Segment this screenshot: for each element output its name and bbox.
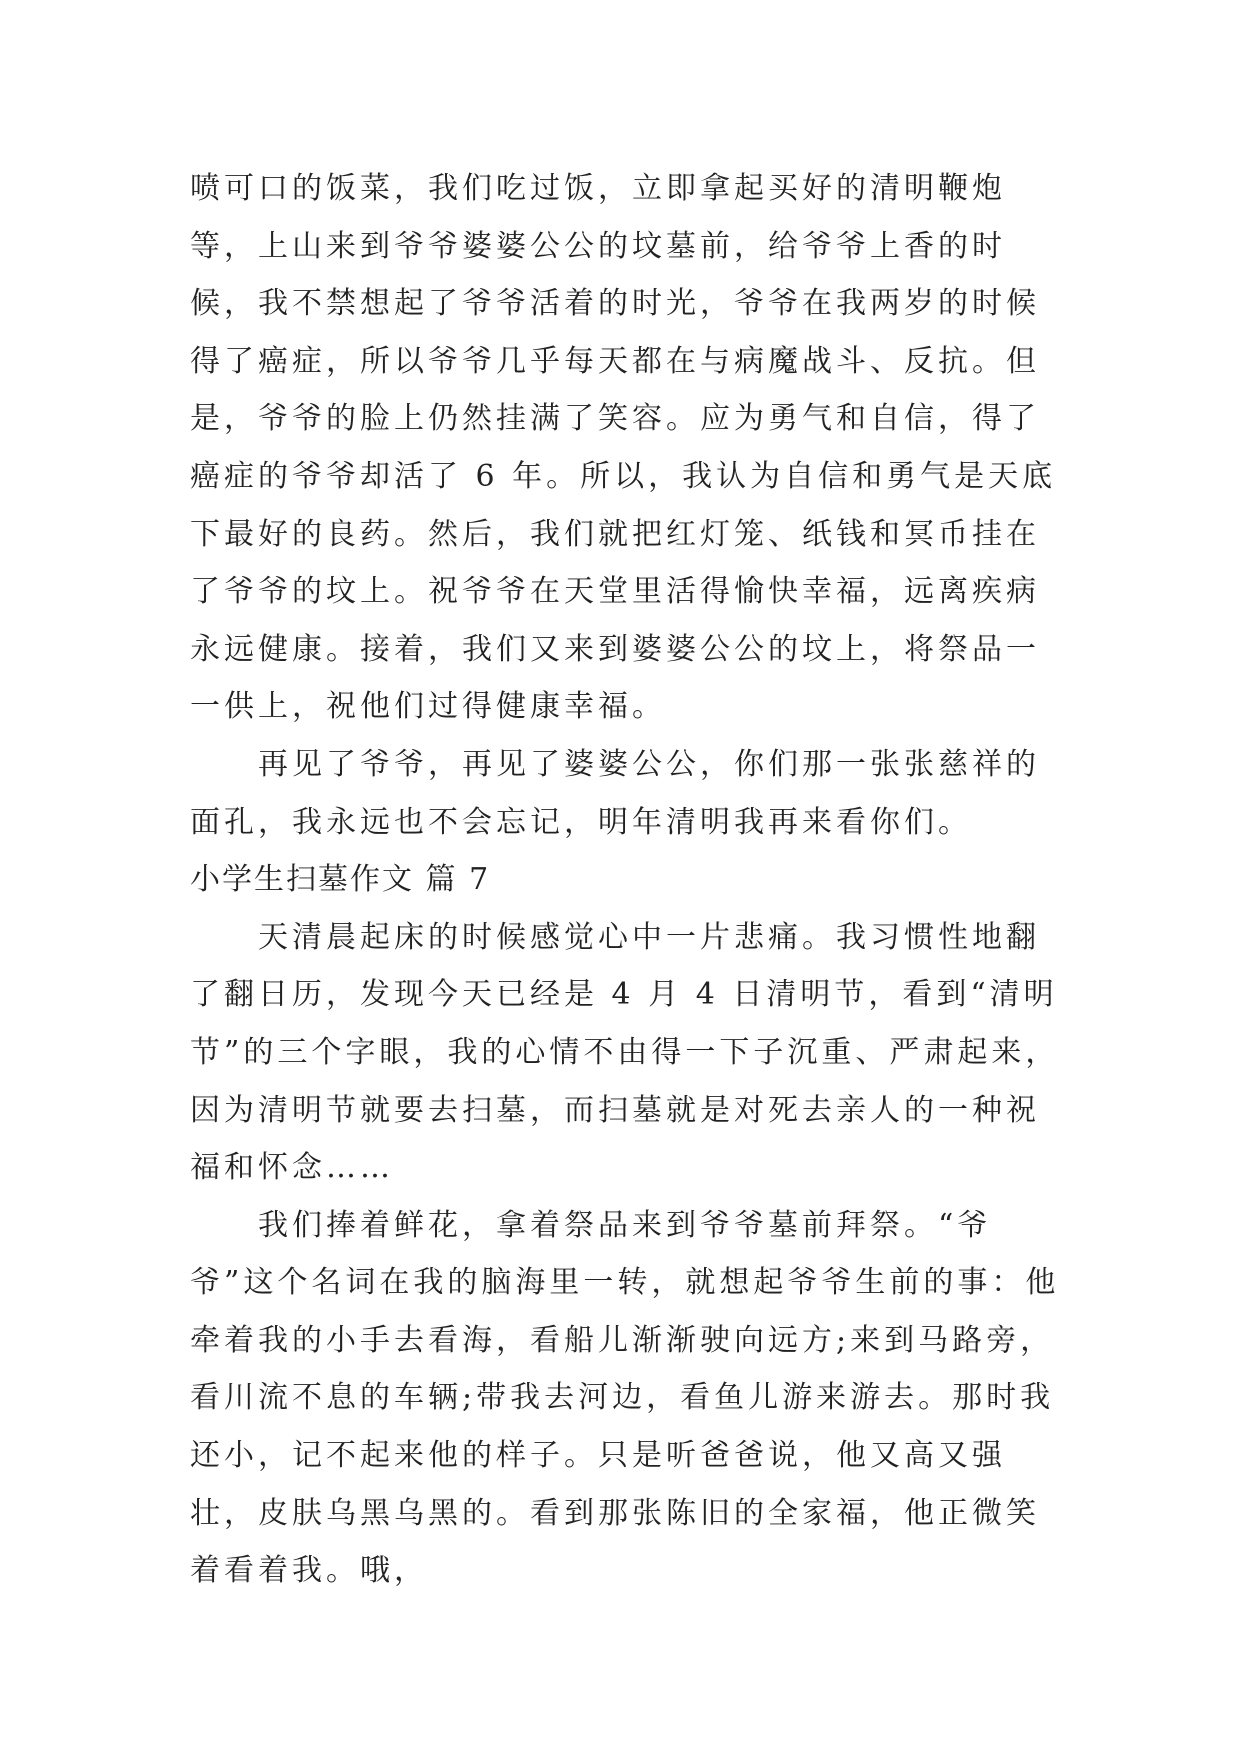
paragraph-continued: 喷可口的饭菜，我们吃过饭，立即拿起买好的清明鞭炮等，上山来到爷爷婆婆公公的坟墓前，给爷爷上香的时候，我不禁想起了爷爷活着的时光，爷爷在我两岁的时候得了癌症，所以爷爷几乎每天都在与病魔战斗、反抗。但是，爷爷的脸上仍然挂满了笑容。应为勇气和自信，得了癌症的爷爷却活了 6 年。所以，我认为自信和勇气是天底下最好的良药。然后，我们就把红灯笼、纸钱和冥币挂在了爷爷的坟上。祝爷爷在天堂里活得愉快幸福，远离疾病永远健康。接着，我们又来到婆婆公公的坟上，将祭品一一供上，祝他们过得健康幸福。 <box>190 171 1057 725</box>
paragraph-farewell: 再见了爷爷，再见了婆婆公公，你们那一张张慈祥的面孔，我永远也不会忘记，明年清明我再来看你们。 <box>190 746 1040 840</box>
document-body <box>190 160 1060 1600</box>
paragraph-morning: 天清晨起床的时候感觉心中一片悲痛。我习惯性地翻了翻日历，发现今天已经是 4 月 4 日清明节，看到“清明节”的三个字眼，我的心情不由得一下子沉重、严肃起来，因为清明节就要去扫墓，而扫墓就是对死去亲人的一种祝福和怀念…… <box>190 919 1060 1186</box>
section-title: 小学生扫墓作文 篇 7 <box>190 862 491 898</box>
paragraph-memories: 我们捧着鲜花，拿着祭品来到爷爷墓前拜祭。“爷爷”这个名词在我的脑海里一转，就想起爷爷生前的事：他牵着我的小手去看海，看船儿渐渐驶向远方;来到马路旁，看川流不息的车辆;带我去河边，看鱼儿游来游去。那时我还小，记不起来他的样子。只是听爸爸说，他又高又强壮，皮肤乌黑乌黑的。看到那张陈旧的全家福，他正微笑着看着我。哦， <box>190 1207 1060 1589</box>
